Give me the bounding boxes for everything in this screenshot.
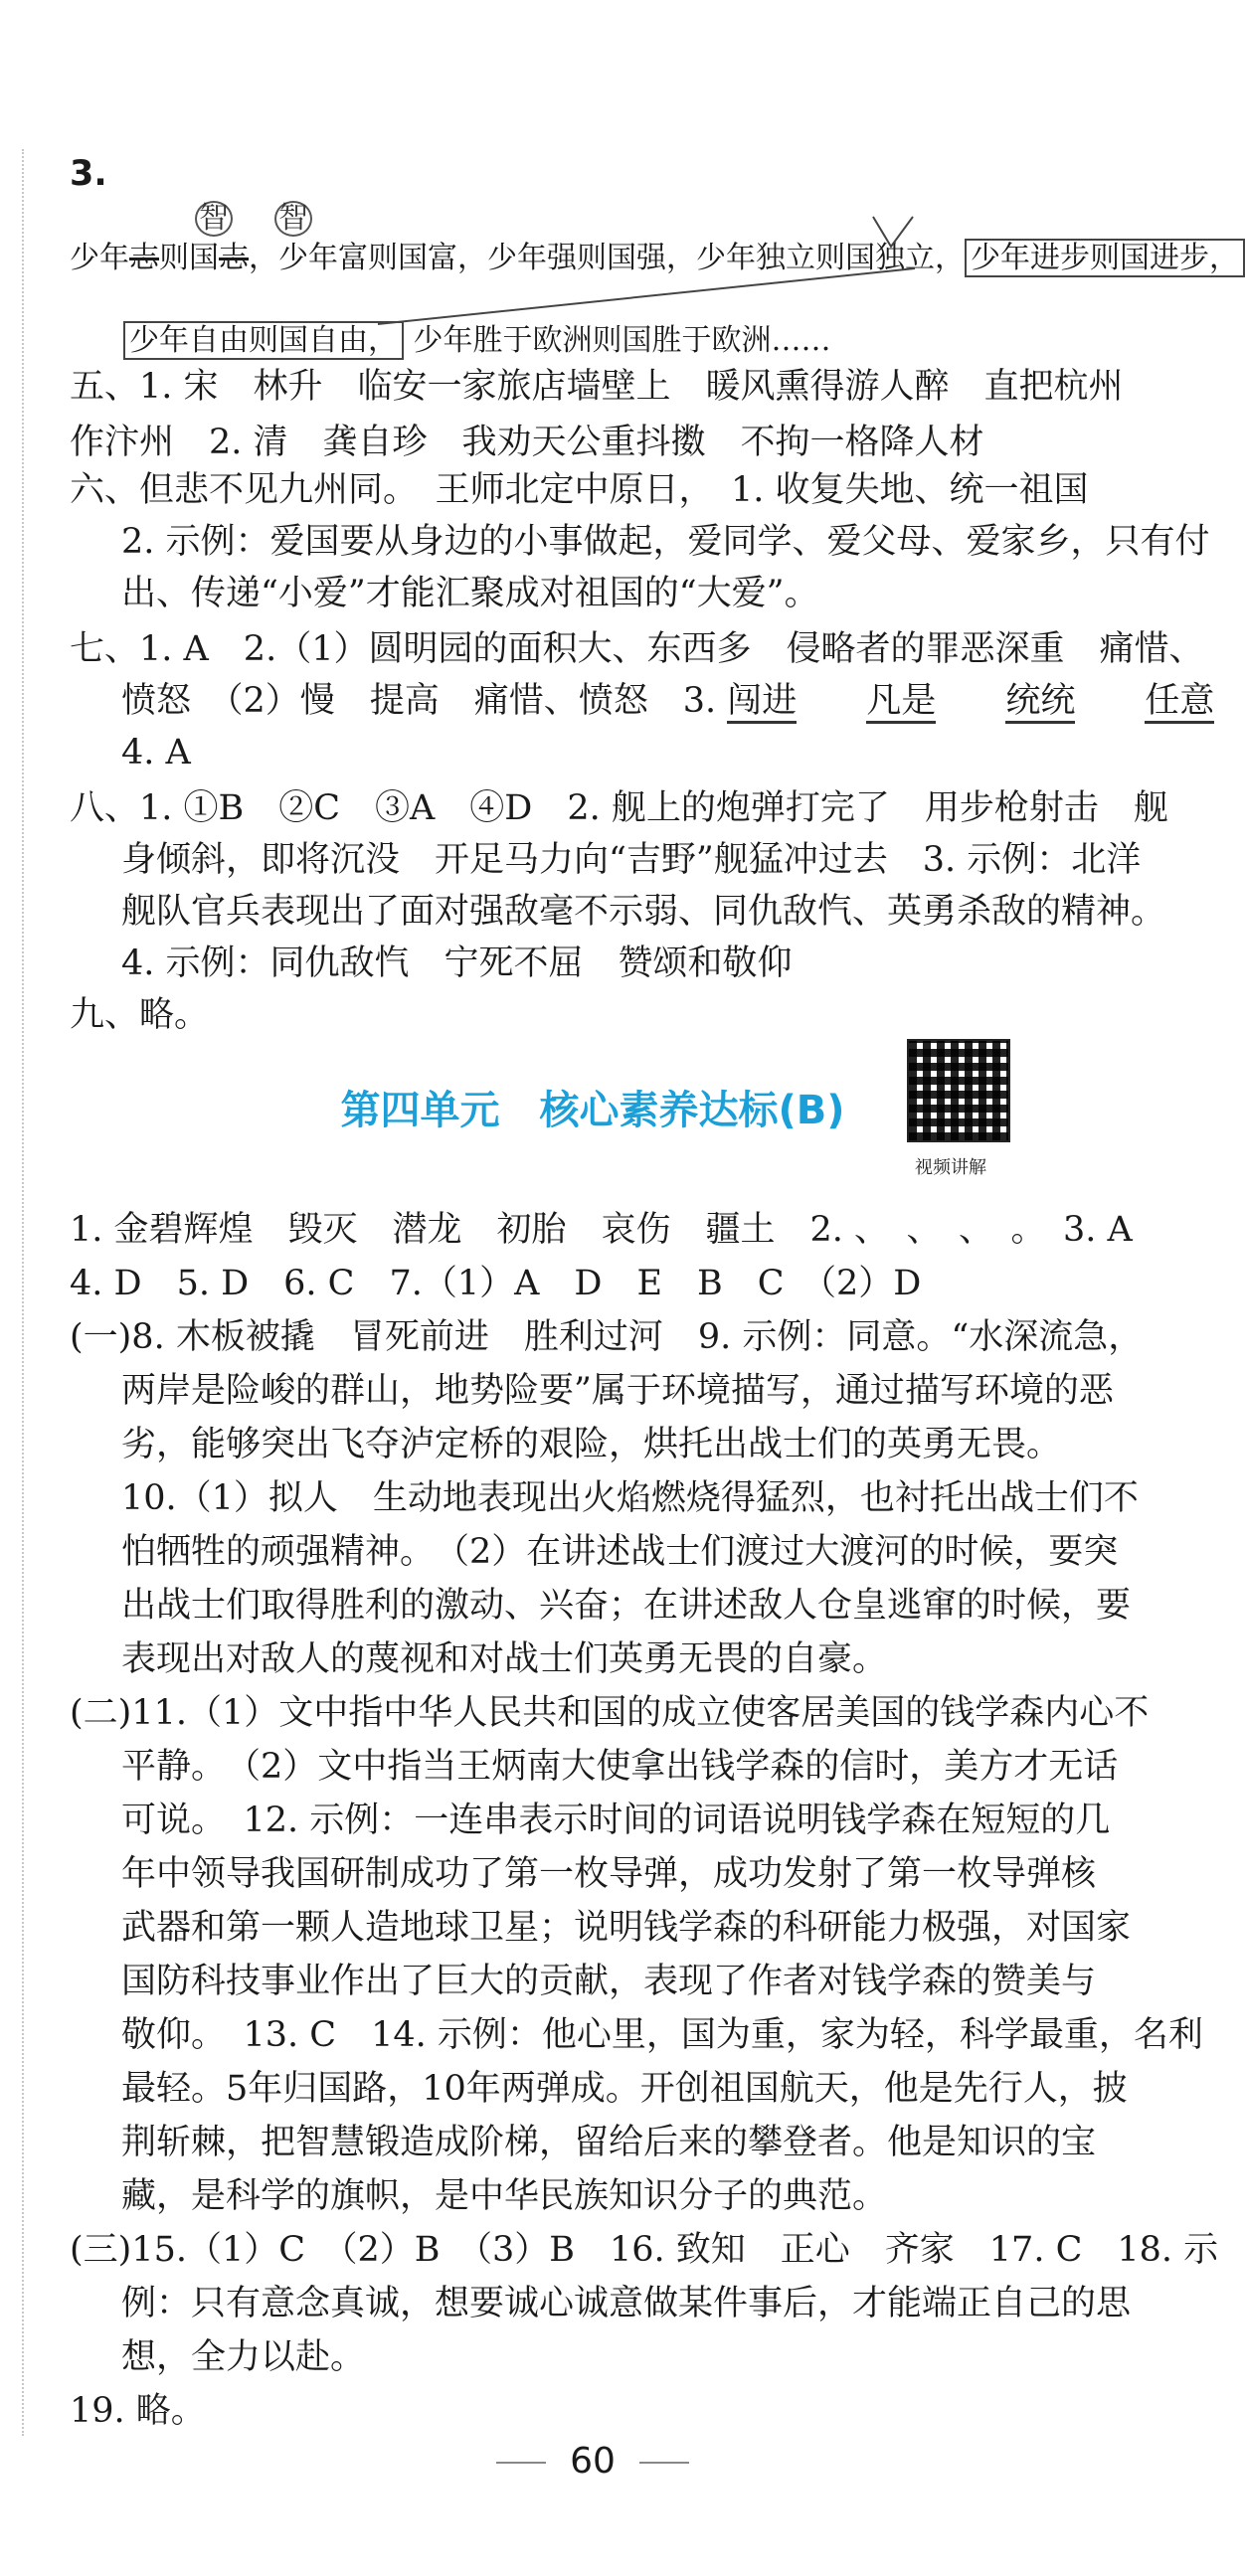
b-p2-6: 敬仰。 13. C 14. 示例：他心里，国为重，家为轻，科学最重，名利 xyxy=(121,2015,1203,2055)
b-p1-6: 表现出对敌人的蔑视和对战士们英勇无畏的自豪。 xyxy=(121,1639,888,1679)
s8-line-3: 舰队官兵表现出了面对强敌毫不示弱、同仇敌忾、英勇杀敌的精神。 xyxy=(121,892,1166,932)
s9-line: 九、略。 xyxy=(70,995,210,1035)
correction-mark-1: 智 xyxy=(195,201,233,237)
q3-line-1: 少年志则国志，少年富则国富，少年强则国强，少年独立则国独立， 少年进步则国进步， xyxy=(70,232,1245,285)
binding-rule xyxy=(22,149,24,2436)
s6-line-3: 出、传递“小爱”才能汇聚成对祖国的“大爱”。 xyxy=(121,574,819,613)
s8-line-1: 八、1. ①B ②C ③A ④D 2. 舰上的炮弹打完了 用步枪射击 舰 xyxy=(70,788,1168,828)
q3-number: 3. xyxy=(70,154,107,194)
b-p3-1: 例：只有意念真诚，想要诚心诚意做某件事后，才能端正自己的思 xyxy=(121,2284,1132,2323)
b-p1-2: 劣，能够突出飞夺泸定桥的艰险，烘托出战士们的英勇无畏。 xyxy=(121,1425,1062,1464)
s8-line-4: 4. 示例：同仇敌忾 宁死不屈 赞颂和敬仰 xyxy=(121,944,793,983)
b-line-2: 4. D 5. D 6. C 7.（1）A D E B C （2）D xyxy=(70,1264,922,1303)
b-p2-4: 武器和第一颗人造地球卫星；说明钱学森的科研能力极强，对国家 xyxy=(121,1908,1132,1948)
s5-line-2: 作汴州 2. 清 龚自珍 我劝天公重抖擞 不拘一格降人材 xyxy=(70,423,984,462)
q3-line-2: 少年自由则国自由， 少年胜于欧洲则国胜于欧洲…… xyxy=(123,314,831,368)
b-p1-3: 10.（1）拟人 生动地表现出火焰燃烧得猛烈，也衬托出战士们不 xyxy=(121,1478,1139,1518)
b-p2-2: 可说。 12. 示例：一连串表示时间的词语说明钱学森在短短的几 xyxy=(121,1801,1111,1840)
correction-mark-2: 智 xyxy=(274,201,312,237)
s7-line-2: 愤怒 （2）慢 提高 痛惜、愤怒 3. 闯进 凡是 统统 任意 xyxy=(121,674,1214,728)
b-p1-5: 出战士们取得胜利的激动、兴奋；在讲述敌人仓皇逃窜的时候，要 xyxy=(121,1586,1132,1626)
b-p2-1: 平静。 （2）文中指当王炳南大使拿出钱学森的信时，美方才无话 xyxy=(121,1747,1119,1787)
s5-line-1: 五、1. 宋 林升 临安一家旅店墙壁上 暖风熏得游人醉 直把杭州 xyxy=(70,367,1124,407)
unit-title: 第四单元 核心素养达标(B) xyxy=(340,1088,845,1133)
b-p3-2: 想，全力以赴。 xyxy=(121,2337,366,2377)
s7-line-1: 七、1. A 2.（1）圆明园的面积大、东西多 侵略者的罪恶深重 痛惜、 xyxy=(70,629,1204,669)
b-p3-0: (三)15.（1）C （2）B （3）B 16. 致知 正心 齐家 17. C 18. 示 xyxy=(70,2230,1219,2270)
b-p2-7: 最轻。5年归国路，10年两弹成。开创祖国航天，他是先行人，披 xyxy=(121,2069,1128,2109)
s6-line-2: 2. 示例：爱国要从身边的小事做起，爱同学、爱父母、爱家乡，只有付 xyxy=(121,522,1210,562)
s7-line-3: 4. A xyxy=(121,733,191,773)
b-p1-4: 怕牺牲的顽强精神。 （2）在讲述战士们渡过大渡河的时候，要突 xyxy=(121,1532,1119,1572)
b-line-1: 1. 金碧辉煌 毁灭 潜龙 初胎 哀伤 疆土 2. 、 、 、 。 3. A xyxy=(70,1210,1133,1250)
qr-code-icon[interactable] xyxy=(907,1039,1010,1142)
b-p2-8: 荆斩棘，把智慧锻造成阶梯，留给后来的攀登者。他是知识的宝 xyxy=(121,2123,1097,2162)
b-line-19: 19. 略。 xyxy=(70,2391,206,2431)
page-number: 60 xyxy=(0,2441,1185,2482)
b-p2-3: 年中领导我国研制成功了第一枚导弹，成功发射了第一枚导弹核 xyxy=(121,1854,1097,1894)
insertion-mark xyxy=(0,0,1185,398)
b-p2-0: (二)11.（1）文中指中华人民共和国的成立使客居美国的钱学森内心不 xyxy=(70,1693,1150,1733)
qr-caption: 视频讲解 xyxy=(915,1157,986,1178)
b-p1-0: (一)8. 木板被撬 冒死前进 胜利过河 9. 示例：同意。“水深流急， xyxy=(70,1317,1144,1357)
b-p1-1: 两岸是险峻的群山，地势险要”属于环境描写，通过描写环境的恶 xyxy=(121,1371,1114,1411)
b-p2-5: 国防科技事业作出了巨大的贡献，表现了作者对钱学森的赞美与 xyxy=(121,1962,1097,2001)
s8-line-2: 身倾斜，即将沉没 开足马力向“吉野”舰猛冲过去 3. 示例：北洋 xyxy=(121,840,1142,880)
b-p2-9: 藏，是科学的旗帜，是中华民族知识分子的典范。 xyxy=(121,2176,888,2216)
s6-line-1: 六、但悲不见九州同。 王师北定中原日， 1. 收复失地、统一祖国 xyxy=(70,470,1089,510)
